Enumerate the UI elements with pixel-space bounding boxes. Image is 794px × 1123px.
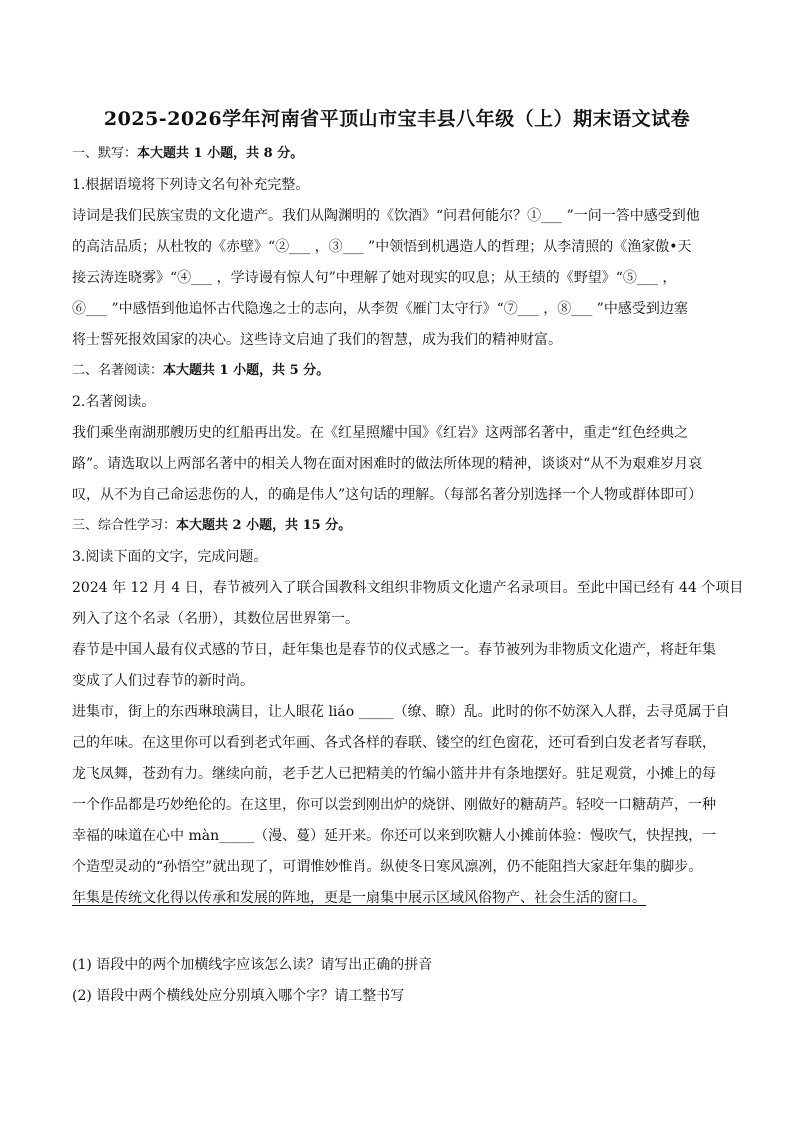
paragraph-line: 2024 年 12 月 4 日，春节被列入了联合国教科文组织非物质文化遗产名录项目。至此中国已经有 44 个项目 <box>72 580 744 596</box>
paragraph-line: 变成了人们过春节的新时尚。 <box>72 673 254 689</box>
sub-question-2: (2) 语段中两个横线处应分别填入哪个字？请工整书写 <box>72 988 405 1004</box>
question-stem-1: 1.根据语境将下列诗文名句补充完整。 <box>72 177 310 193</box>
paragraph-line: 的高洁品质；从杜牧的《赤壁》“②___ ，③___ ”中领悟到机遇造人的哲理；从李清照的《渔家傲•天 <box>72 239 692 255</box>
paragraph-line: 己的年味。在这里你可以看到老式年画、各式各样的春联、镂空的红色窗花，还可看到白发老者写春联， <box>72 735 716 751</box>
section-prefix: 二、名著阅读： <box>72 363 164 378</box>
paragraph-line: 一个作品都是巧妙绝伦的。在这里，你可以尝到刚出炉的烧饼、刚做好的糖葫芦。轻咬一口糖葫芦，一种 <box>72 797 716 813</box>
section-heading-2 <box>72 361 722 381</box>
paragraph-line: 我们乘坐南湖那艘历史的红船再出发。在《红星照耀中国》《红岩》这两部名著中，重走“红色经典之 <box>72 425 689 441</box>
section-prefix: 一、默写： <box>72 146 138 161</box>
paragraph-line: 春节是中国人最有仪式感的节日，赶年集也是春节的仪式感之一。春节被列为非物质文化遗产，将赶年集 <box>72 642 716 658</box>
paragraph-line: 将士誓死报效国家的决心。这些诗文启迪了我们的智慧，成为我们的精神财富。 <box>72 332 562 348</box>
paragraph-line: 幸福的味道在心中 màn_____（漫、蔓）延开来。你还可以来到吹糖人小摊前体验：慢吹气，快捏拽，一 <box>72 828 717 844</box>
page-title: 2025-2026学年河南省平顶山市宝丰县八年级（上）期末语文试卷 <box>103 108 691 130</box>
paragraph-line: 个造型灵动的“孙悟空”就出现了，可谓惟妙惟肖。纵使冬日寒风凛冽，仍不能阻挡大家赶年集的脚步。 <box>72 859 703 875</box>
paragraph-line: 列入了这个名录（名册），其数位居世界第一。 <box>72 611 359 627</box>
paragraph-line: ⑥___ ”中感悟到他追怀古代隐逸之士的志向，从李贺《雁门太守行》“⑦___ ，⑧___ ”中感受到边塞 <box>72 301 688 317</box>
section-info: 本大题共 1 小题，共 5 分。 <box>163 363 330 378</box>
underlined-sentence: 年集是传统文化得以传承和发展的阵地，更是一扇集中展示区域风俗物产、社会生活的窗口。 <box>72 890 646 906</box>
section-info: 本大题共 2 小题，共 15 分。 <box>176 518 352 533</box>
question-stem-3: 3.阅读下面的文字，完成问题。 <box>72 549 268 565</box>
paragraph-line: 接云涛连晓雾》“④___ ，学诗谩有惊人句”中理解了她对现实的叹息；从王绩的《野望》“⑤___ ， <box>72 270 677 286</box>
section-heading-1 <box>72 144 722 164</box>
section-heading-3 <box>72 516 722 536</box>
paragraph-line: 叹，从不为自己命运悲伤的人，的确是伟人”这句话的理解。（每部名著分别选择一个人物或群体即可） <box>72 487 703 503</box>
section-prefix: 三、综合性学习： <box>72 518 177 533</box>
sub-question-1: (1) 语段中的两个加横线字应该怎么读？请写出正确的拼音 <box>72 957 433 973</box>
section-info: 本大题共 1 小题，共 8 分。 <box>137 146 304 161</box>
paragraph-line: 诗词是我们民族宝贵的文化遗产。我们从陶渊明的《饮酒》“问君何能尔？①___ ”一问一答中感受到他 <box>72 208 700 224</box>
paragraph-line: 进集市，街上的东西琳琅满目，让人眼花 liáo _____（缭、瞭）乱。此时的你不妨深入人群，去寻觅属于自 <box>72 704 730 720</box>
question-stem-2: 2.名著阅读。 <box>72 394 156 410</box>
paragraph-line: 龙飞凤舞，苍劲有力。继续向前，老手艺人已把精美的竹编小篮井井有条地摆好。驻足观赏，小摊上的每 <box>72 766 716 782</box>
paragraph-line: 路”。请选取以上两部名著中的相关人物在面对困难时的做法所体现的精神，谈谈对“从不为艰难岁月哀 <box>72 456 703 472</box>
